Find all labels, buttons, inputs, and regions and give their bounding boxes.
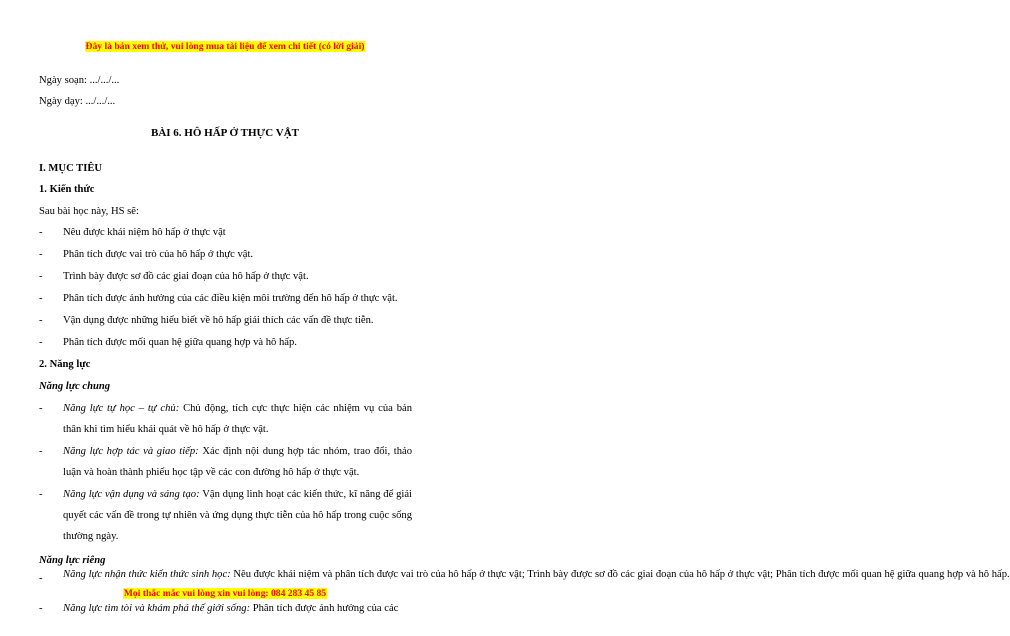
ngay-soan: Ngày soạn: .../.../...: [39, 75, 120, 86]
list-item: [63, 441, 412, 483]
item-text: Nêu được khái niệm và phân tích được vai trò của hô hấp ở thực vật; Trình bày được sơ đồ các giai đoạn của hô hấp ở thực vật; Phân tích được mối quan hệ giữa quang hợp và hô hấp.: [230, 569, 1010, 580]
item-lead: Năng lực hợp tác và giao tiếp:: [63, 446, 199, 457]
preview-banner: [0, 41, 450, 53]
item-text: Chủ động, tích cực thực hiện các nhiệm vụ của bản thân khi tìm hiểu khái quát về hô hấp ở thực vật.: [63, 403, 412, 435]
contact-banner: [0, 588, 450, 600]
list-dash: -: [39, 337, 43, 348]
document-page: [0, 0, 450, 636]
ngay-day: Ngày dạy: .../.../...: [39, 96, 116, 107]
list-dash: -: [39, 315, 43, 326]
item-lead: Năng lực vận dụng và sáng tạo:: [63, 489, 200, 500]
item-lead: Năng lực tìm tòi và khám phá thế giới sống:: [63, 603, 251, 614]
list-item: Nêu được khái niệm hô hấp ở thực vật: [63, 227, 226, 238]
subsection-heading-kien-thuc: 1. Kiến thức: [39, 184, 95, 195]
intro-text: Sau bài học này, HS sẽ:: [39, 206, 139, 217]
list-item: [63, 398, 412, 440]
subsection-heading-nang-luc: 2. Năng lực: [39, 359, 91, 370]
item-text: Vận dụng linh hoạt các kiến thức, kĩ năng để giải quyết các vấn đề trong tự nhiên và ứng dụng thực tiễn của hô hấp trong cuộc sống thường ngày.: [63, 489, 412, 542]
item-lead: Năng lực tự học – tự chủ:: [63, 403, 180, 414]
list-item: [63, 484, 412, 547]
list-dash: -: [39, 573, 43, 584]
list-dash: -: [39, 271, 43, 282]
list-item: Trình bày được sơ đồ các giai đoạn của hô hấp ở thực vật.: [63, 271, 309, 282]
list-item: Vận dụng được những hiểu biết về hô hấp giải thích các vấn đề thực tiễn.: [63, 315, 374, 326]
lesson-title: BÀI 6. HÔ HẤP Ở THỰC VẬT: [150, 127, 299, 139]
list-dash: -: [39, 403, 43, 414]
preview-banner-text: Đây là bản xem thử, vui lòng mua tài liệu để xem chi tiết (có lời giải): [85, 41, 365, 52]
heading-nang-luc-chung: Năng lực chung: [39, 381, 111, 392]
section-heading-muc-tieu: I. MỤC TIÊU: [39, 163, 103, 174]
list-dash: -: [39, 293, 43, 304]
contact-banner-text: Mọi thắc mắc vui lòng xin vui lòng: 084 283 45 85: [123, 588, 327, 599]
item-text: Xác định nội dung hợp tác nhóm, trao đổi, thảo luận và hoàn thành phiếu học tập về các con đường hô hấp ở thực vật.: [63, 446, 412, 478]
list-dash: -: [39, 603, 43, 614]
item-lead: Năng lực nhận thức kiến thức sinh học:: [63, 569, 231, 580]
list-dash: -: [39, 446, 43, 457]
heading-nang-luc-rieng: Năng lực riêng: [39, 555, 106, 566]
list-dash: -: [39, 227, 43, 238]
item-text: Phân tích được ảnh hưởng của các: [250, 603, 399, 614]
list-dash: -: [39, 489, 43, 500]
list-dash: -: [39, 249, 43, 260]
list-item: Phân tích được vai trò của hô hấp ở thực vật.: [63, 249, 254, 260]
list-item: Phân tích được mối quan hệ giữa quang hợp và hô hấp.: [63, 337, 297, 348]
list-item: Phân tích được ảnh hưởng của các điều kiện môi trường đến hô hấp ở thực vật.: [63, 293, 398, 304]
